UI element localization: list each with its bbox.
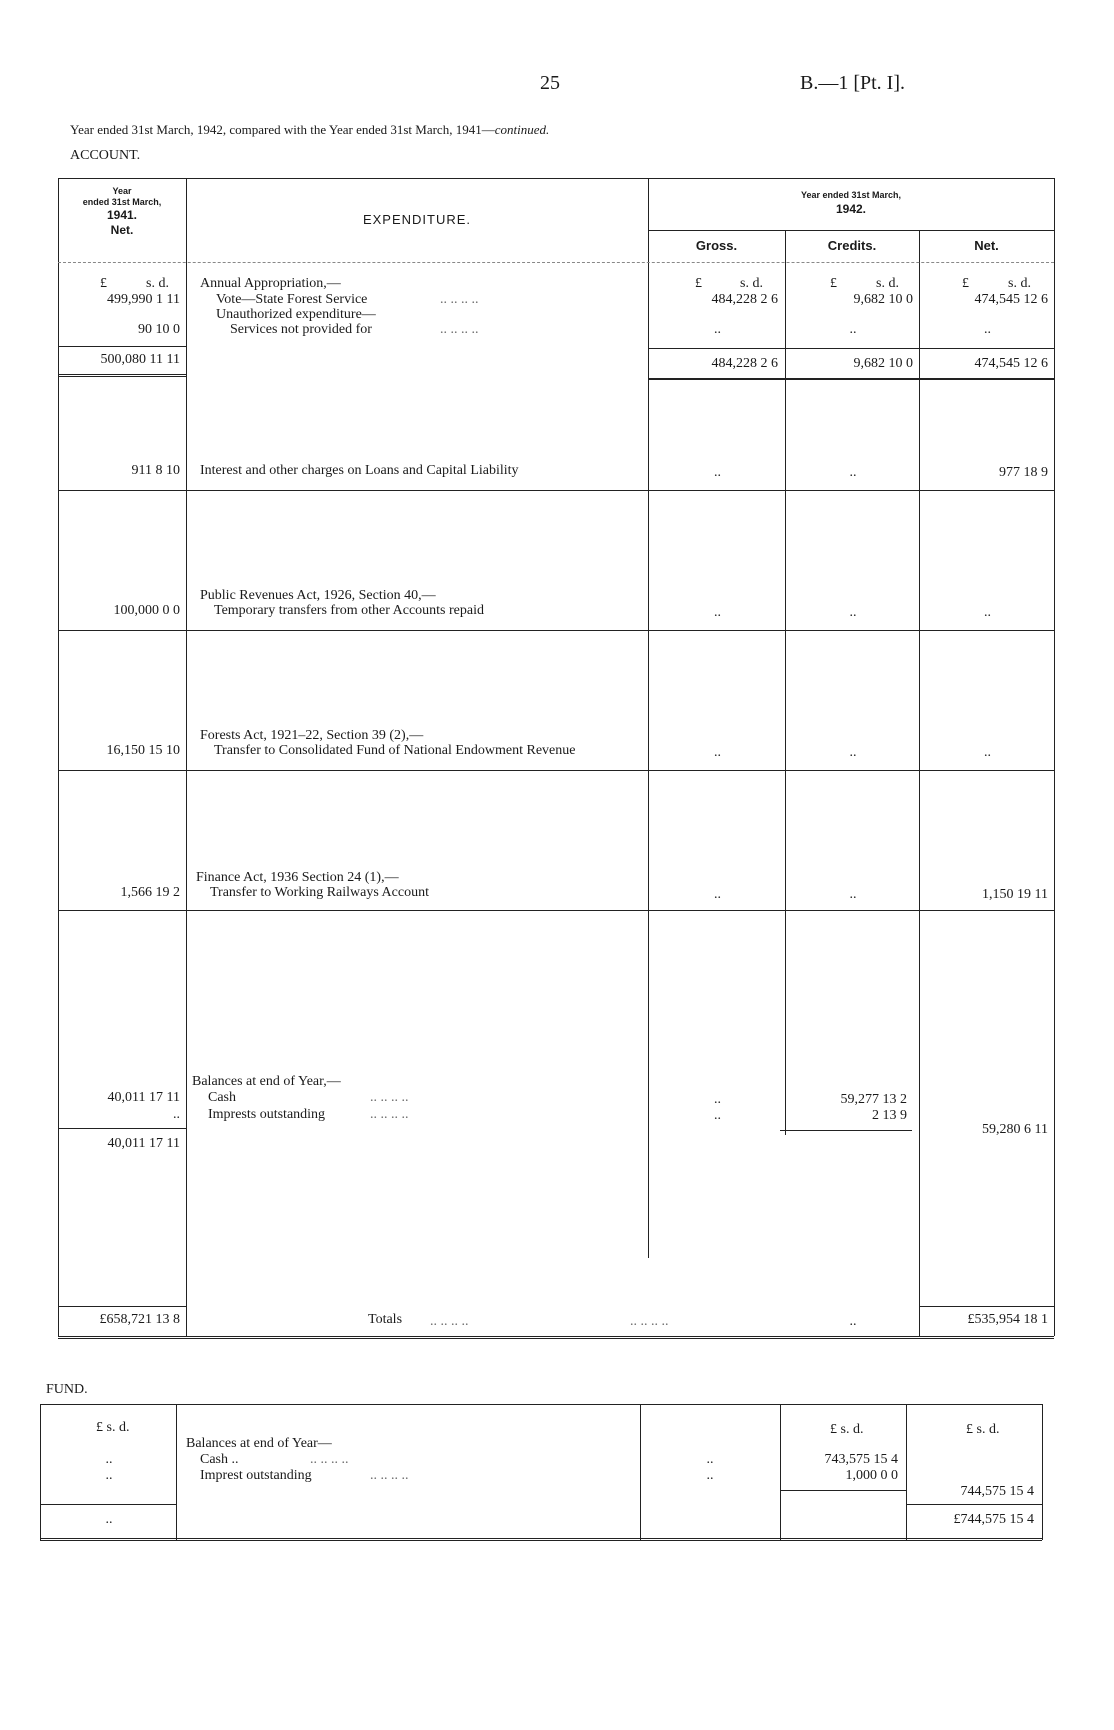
gross-pound-unit: £ (695, 276, 702, 291)
gross-header: Gross. (695, 238, 738, 253)
prev-totals-top-rule (58, 1306, 186, 1307)
account-top-border (58, 178, 1054, 179)
gross-public-revenues: .. (714, 605, 721, 620)
subtitle-main: Year ended 31st March, 1942, compared with the Year ended 31st March, 1941— (70, 122, 495, 137)
page-number: 25 (540, 72, 560, 94)
interest-label: Interest and other charges on Loans and Capital Liability (200, 463, 519, 478)
fund-cash-label: Cash .. (200, 1452, 239, 1467)
fund-net-subtotal: 744,575 15 4 (960, 1484, 1034, 1499)
fund-top-border (40, 1404, 1042, 1405)
credits-left-divider (785, 230, 786, 1135)
balances-cash-leaders: .. .. .. .. (370, 1090, 409, 1105)
net-annual-total: 474,545 12 6 (974, 356, 1048, 371)
credits-vote: 9,682 10 0 (853, 292, 913, 307)
gross-forests-act: .. (714, 745, 721, 760)
account-section-title: ACCOUNT. (70, 148, 141, 163)
credits-header: Credits. (827, 238, 877, 253)
prev-public-revenues: 100,000 0 0 (113, 603, 180, 618)
fund-cash-leaders: .. .. .. .. (310, 1452, 349, 1467)
fund-prev-cash: .. (105, 1452, 113, 1467)
credits-unauth: .. (849, 322, 857, 337)
gross-unauth: .. (714, 322, 721, 337)
annual-subtotal-rule (648, 348, 1054, 349)
prev-year-header-line1: Year (112, 186, 132, 196)
finance-act-label: Transfer to Working Railways Account (210, 885, 429, 900)
curr-year-header: Year ended 31st March, (800, 190, 902, 200)
interest-rule (58, 490, 1054, 491)
fund-credits-imprest: 1,000 0 0 (845, 1468, 898, 1483)
fund-right-border (1042, 1404, 1043, 1540)
annual-appropriation-heading: Annual Appropriation,— (200, 276, 341, 291)
fund-credits-divider (780, 1404, 781, 1540)
net-header: Net. (974, 238, 999, 253)
fund-bottom-rule (40, 1538, 1042, 1541)
report-reference: B.—1 [Pt. I]. (800, 72, 905, 94)
net-public-revenues: .. (984, 605, 991, 620)
prev-year-header-year: 1941. (106, 208, 138, 222)
net-finance-act: 1,150 19 11 (982, 887, 1048, 902)
forests-act-rule (58, 770, 1054, 771)
fund-net-rule (906, 1504, 1042, 1505)
prev-annual-rule (58, 346, 186, 347)
net-pound-unit: £ (962, 276, 969, 291)
prev-vote-amount: 499,990 1 11 (107, 292, 180, 307)
public-revenues-heading: Public Revenues Act, 1926, Section 40,— (200, 588, 436, 603)
curr-year-header-year: 1942. (835, 202, 867, 216)
finance-act-heading: Finance Act, 1936 Section 24 (1),— (196, 870, 399, 885)
services-leaders: .. .. .. .. (440, 322, 479, 337)
fund-section-title: FUND. (46, 1382, 88, 1397)
balances-heading: Balances at end of Year,— (192, 1074, 341, 1089)
credits-public-revenues: .. (849, 605, 857, 620)
credits-balances-rule (780, 1130, 912, 1131)
fund-credits-cash: 743,575 15 4 (824, 1452, 898, 1467)
prev-year-header-net: Net. (110, 223, 134, 237)
net-vote: 474,545 12 6 (974, 292, 1048, 307)
fund-net-divider (906, 1404, 907, 1540)
credits-balances-imprest: 2 13 9 (872, 1108, 907, 1123)
credits-interest: .. (849, 465, 857, 480)
totals-leaders: .. .. .. .. (430, 1314, 469, 1329)
balances-cash-label: Cash (208, 1090, 236, 1105)
prev-balances-total: 40,011 17 11 (107, 1136, 180, 1151)
prev-balances-rule (58, 1128, 186, 1129)
net-balances-total: 59,280 6 11 (982, 1122, 1048, 1137)
credits-totals: .. (849, 1314, 857, 1329)
net-left-divider (919, 230, 920, 1336)
fund-gross-cash: .. (706, 1452, 714, 1467)
prev-annual-total-rule (58, 374, 186, 377)
fund-net-units: £ s. d. (966, 1422, 1000, 1437)
fund-imprest-leaders: .. .. .. .. (370, 1468, 409, 1483)
prev-year-header-line2: ended 31st March, (82, 197, 162, 207)
finance-act-rule (58, 910, 1054, 911)
credits-forests-act: .. (849, 745, 857, 760)
fund-left-border (40, 1404, 41, 1540)
account-right-border (1054, 178, 1055, 1336)
credits-sd-unit: s. d. (876, 276, 899, 291)
unauth-label: Unauthorized expenditure— (216, 307, 376, 322)
prev-balances-cash: 40,011 17 11 (107, 1090, 180, 1105)
public-revenues-rule (58, 630, 1054, 631)
credits-balances-cash: 59,277 13 2 (840, 1092, 907, 1107)
balances-imprest-label: Imprests outstanding (208, 1107, 326, 1122)
prev-totals: £658,721 13 8 (99, 1312, 180, 1327)
prev-year-divider (186, 178, 187, 1336)
gross-balances-cash: .. (714, 1092, 721, 1107)
forests-act-heading: Forests Act, 1921–22, Section 39 (2),— (200, 728, 424, 743)
net-sd-unit: s. d. (1008, 276, 1031, 291)
fund-prev-total: .. (105, 1512, 113, 1527)
account-left-border (58, 178, 59, 1336)
fund-prev-rule (40, 1504, 176, 1505)
credits-annual-total: 9,682 10 0 (853, 356, 913, 371)
fund-credits-units: £ s. d. (830, 1422, 864, 1437)
fund-credits-rule (780, 1490, 906, 1491)
prev-finance-act: 1,566 19 2 (120, 885, 180, 900)
gross-annual-total: 484,228 2 6 (711, 356, 778, 371)
vote-leaders: .. .. .. .. (440, 292, 479, 307)
expenditure-header: EXPENDITURE. (362, 212, 472, 227)
prev-pound-unit: £ (100, 276, 107, 291)
totals-label: Totals (368, 1312, 403, 1327)
net-totals-top-rule (919, 1306, 1054, 1307)
gross-balances-imprest: .. (714, 1108, 721, 1123)
fund-prev-units: £ s. d. (96, 1420, 130, 1435)
gross-vote: 484,228 2 6 (711, 292, 778, 307)
gross-interest: .. (714, 465, 721, 480)
year-header-rule (648, 230, 1054, 231)
vote-label: Vote—State Forest Service (216, 292, 368, 307)
fund-net-total: £744,575 15 4 (953, 1512, 1034, 1527)
subtitle-continued: continued. (494, 122, 550, 137)
gross-sd-unit: s. d. (740, 276, 763, 291)
fund-gross-imprest: .. (706, 1468, 714, 1483)
prev-balances-imprest: .. (173, 1107, 180, 1122)
net-totals: £535,954 18 1 (967, 1312, 1048, 1327)
services-label: Services not provided for (230, 322, 372, 337)
prev-sd-unit: s. d. (146, 276, 169, 291)
balances-imprest-leaders: .. .. .. .. (370, 1107, 409, 1122)
net-unauth: .. (984, 322, 991, 337)
fund-balances-heading: Balances at end of Year— (186, 1436, 332, 1451)
net-interest: 977 18 9 (999, 465, 1048, 480)
annual-total-rule (648, 378, 1054, 380)
credits-finance-act: .. (849, 887, 857, 902)
net-forests-act: .. (984, 745, 991, 760)
header-bottom-rule (58, 262, 1054, 263)
totals-bottom-rule (58, 1336, 1054, 1339)
public-revenues-label: Temporary transfers from other Accounts repaid (214, 603, 484, 618)
prev-interest: 911 8 10 (131, 463, 180, 478)
prev-year-header (58, 186, 186, 238)
forests-act-label: Transfer to Consolidated Fund of National Endowment Revenue (214, 743, 576, 758)
credits-pound-unit: £ (830, 276, 837, 291)
fund-prev-divider (176, 1404, 177, 1540)
page-subtitle (70, 122, 549, 138)
gross-finance-act: .. (714, 887, 721, 902)
fund-imprest-label: Imprest outstanding (200, 1468, 312, 1483)
prev-unauth-amount: 90 10 0 (138, 322, 180, 337)
prev-forests-act: 16,150 15 10 (106, 743, 180, 758)
prev-annual-total: 500,080 11 11 (100, 352, 180, 367)
totals-leaders-2: .. .. .. .. (630, 1314, 669, 1329)
gross-left-divider (648, 178, 649, 1258)
fund-prev-imprest: .. (105, 1468, 113, 1483)
